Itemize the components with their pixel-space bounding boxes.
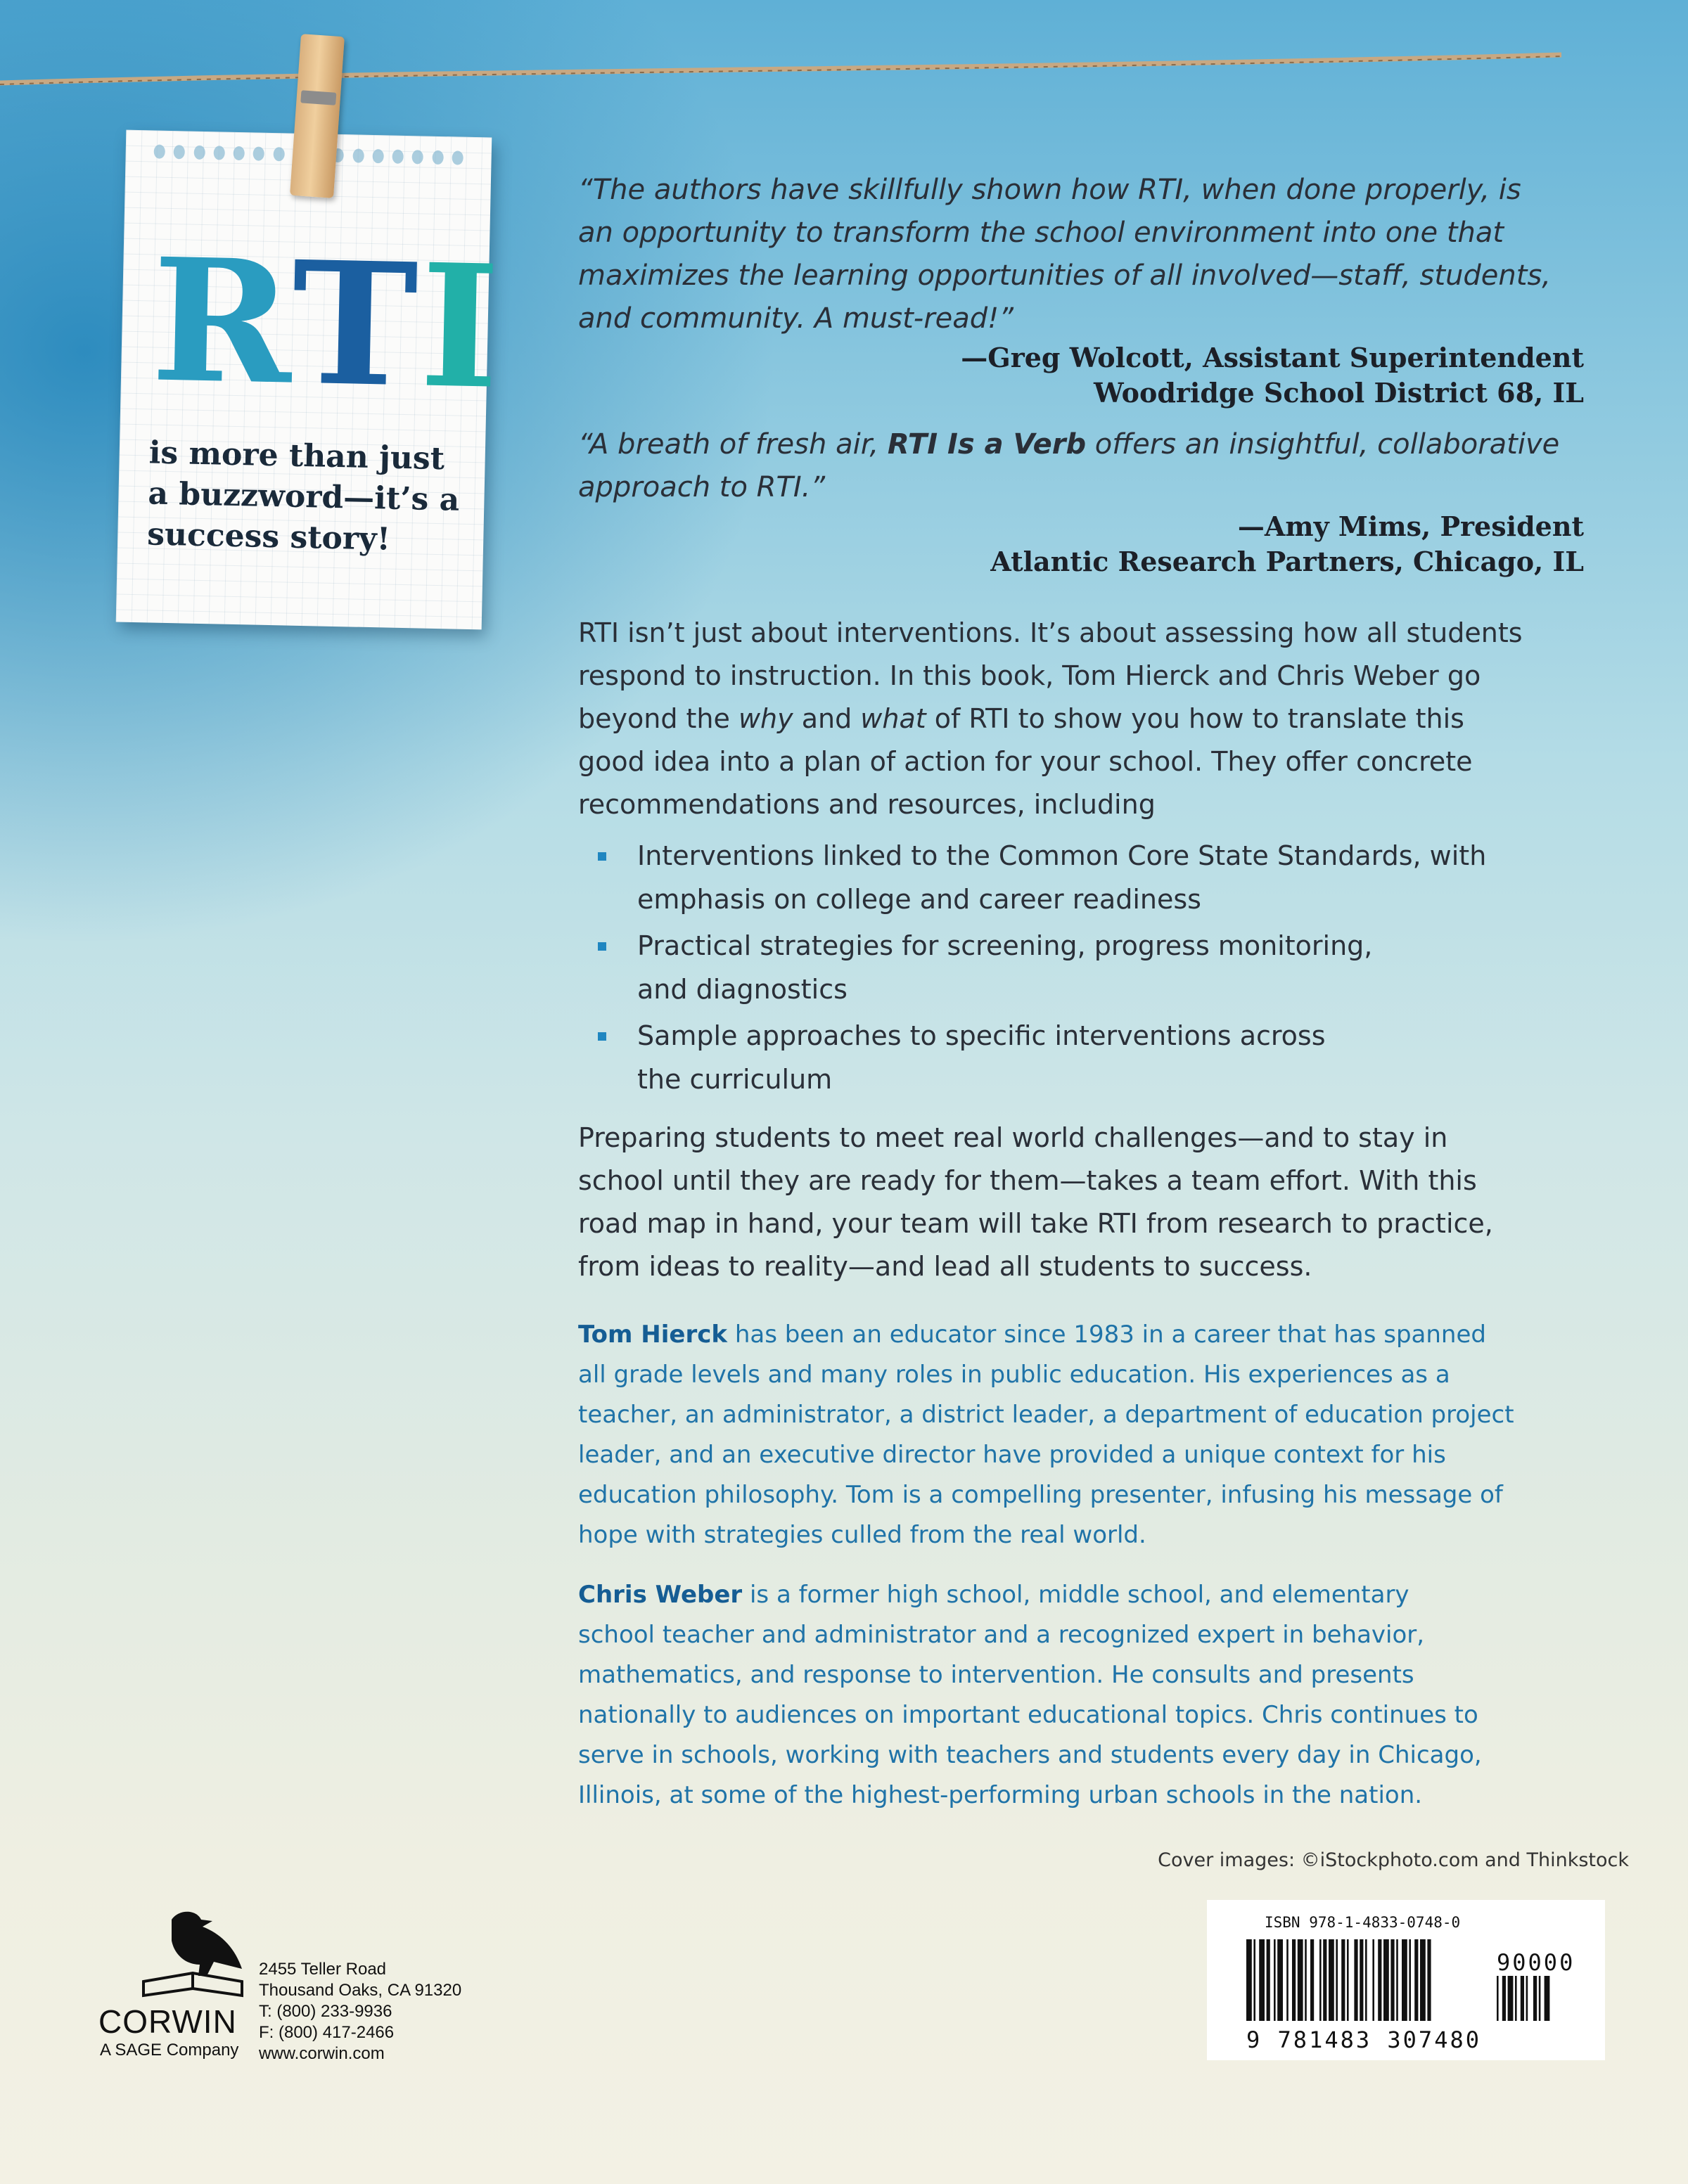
barcode-bar xyxy=(1414,1939,1418,2021)
bullet-line: and diagnostics xyxy=(637,974,848,1005)
author-bio-chris-weber xyxy=(578,1575,1584,1816)
barcode-bar xyxy=(1286,1939,1289,2021)
barcode-bar xyxy=(1336,1939,1338,2021)
text-line: school until they are ready for them—takes a team effort. With this xyxy=(578,1165,1477,1196)
barcode-bar xyxy=(1267,1939,1270,2021)
barcode-bar xyxy=(1360,1939,1363,2021)
tagline-line: a buzzword—it’s a xyxy=(148,475,460,518)
author-name: Chris Weber xyxy=(578,1581,743,1609)
text-fragment: and xyxy=(793,703,861,734)
barcode-bar xyxy=(1515,1976,1517,2021)
publisher-block xyxy=(96,1906,518,2067)
text-line xyxy=(578,1315,1584,1355)
text-fragment: is a former high school, middle school, and elementary xyxy=(742,1581,1409,1609)
barcode-bar xyxy=(1365,1939,1367,2021)
text-line: recommendations and resources, including xyxy=(578,789,1156,820)
text-line: hope with strategies culled from the real world. xyxy=(578,1521,1146,1549)
quote-attribution xyxy=(578,509,1584,579)
barcode-bar xyxy=(1502,1976,1506,2021)
text-line: leader, and an executive director have provided a unique context for his xyxy=(578,1441,1446,1469)
cover-image-credit: Cover images: ©iStockphoto.com and Thinkstock xyxy=(1158,1849,1629,1871)
text-fragment: has been an educator since 1983 in a career that has spanned xyxy=(727,1321,1486,1349)
barcode-bar xyxy=(1274,1939,1276,2021)
quote-line: approach to RTI.” xyxy=(578,471,826,503)
raven-book-icon xyxy=(129,1906,256,2004)
barcode-bar xyxy=(1427,1939,1431,2021)
text-line: good idea into a plan of action for your school. They offer concrete xyxy=(578,746,1473,777)
address-line: 2455 Teller Road xyxy=(259,1960,387,1979)
address-line: T: (800) 233-9936 xyxy=(259,2002,392,2021)
text-line xyxy=(578,698,1584,740)
closing-paragraph xyxy=(578,1117,1584,1288)
list-item xyxy=(578,834,1584,921)
resource-bullet-list xyxy=(578,834,1584,1104)
bullet-line: Practical strategies for screening, progress monitoring, xyxy=(637,930,1373,961)
barcode-bar xyxy=(1390,1939,1394,2021)
text-line: from ideas to reality—and lead all students to success. xyxy=(578,1251,1312,1282)
quote-line: maximizes the learning opportunities of all involved—staff, students, xyxy=(578,259,1552,292)
emphasis-why: why xyxy=(738,703,793,734)
barcode-bar xyxy=(1402,1939,1407,2021)
clothesline-rope xyxy=(0,49,1688,91)
barcode-bar xyxy=(1533,1976,1537,2021)
tagline-line: success story! xyxy=(146,516,391,558)
address-line: Thousand Oaks, CA 91320 xyxy=(259,1981,462,2000)
barcode-bar xyxy=(1319,1939,1322,2021)
price-code: 90000 xyxy=(1497,1949,1575,1976)
author-name: Tom Hierck xyxy=(578,1321,728,1349)
rti-letter-i: I xyxy=(418,226,504,427)
barcode-bar xyxy=(1305,1939,1307,2021)
emphasis-what: what xyxy=(860,703,926,734)
text-line: teacher, an administrator, a district leader, a department of education project xyxy=(578,1401,1514,1429)
quote-attribution xyxy=(578,340,1584,411)
barcode-bar xyxy=(1521,1976,1524,2021)
barcode-bar xyxy=(1396,1939,1398,2021)
attribution-line: —Amy Mims, President xyxy=(1237,510,1584,542)
quote-fragment: offers an insightful, collaborative xyxy=(1086,428,1560,461)
bullet-line: emphasis on college and career readiness xyxy=(637,884,1201,915)
list-item xyxy=(578,924,1584,1011)
barcode-bar xyxy=(1277,1939,1283,2021)
barcode-bar xyxy=(1292,1939,1296,2021)
barcode-bar xyxy=(1246,1939,1252,2021)
barcode-bar xyxy=(1409,1939,1411,2021)
text-fragment: beyond the xyxy=(578,703,738,734)
quote-line: an opportunity to transform the school environment into one that xyxy=(578,217,1504,249)
text-line: nationally to audiences on important educational topics. Chris continues to xyxy=(578,1701,1478,1729)
text-line: RTI isn’t just about interventions. It’s about assessing how all students xyxy=(578,617,1523,648)
barcode-bar xyxy=(1378,1939,1381,2021)
text-line: all grade levels and many roles in public education. His experiences as a xyxy=(578,1361,1450,1389)
tagline-line: is more than just xyxy=(148,435,445,477)
barcode-bar xyxy=(1259,1939,1265,2021)
quote-line: and community. A must-read!” xyxy=(578,302,1014,335)
author-bio-tom-hierck xyxy=(578,1315,1584,1555)
quote-line: “The authors have skillfully shown how RTI, when done properly, is xyxy=(578,174,1521,206)
barcode-bar xyxy=(1354,1939,1357,2021)
barcode-bar xyxy=(1298,1939,1303,2021)
bullet-line: Sample approaches to specific interventions across xyxy=(637,1020,1326,1051)
address-line: F: (800) 417-2466 xyxy=(259,2023,395,2042)
text-line: serve in schools, working with teachers and students every day in Chicago, xyxy=(578,1741,1482,1769)
barcode-bar xyxy=(1526,1976,1528,2021)
text-line: respond to instruction. In this book, Tom Hierck and Chris Weber go xyxy=(578,660,1481,691)
note-tagline xyxy=(147,432,473,562)
book-title: RTI Is a Verb xyxy=(887,428,1087,461)
endorsement-quote-1 xyxy=(578,169,1584,411)
list-item xyxy=(578,1014,1584,1101)
barcode-bar xyxy=(1539,1976,1541,2021)
barcode-bar xyxy=(1341,1939,1345,2021)
barcode-bar xyxy=(1383,1939,1389,2021)
text-line xyxy=(578,1575,1584,1615)
bullet-line: the curriculum xyxy=(637,1064,833,1095)
barcode-digits: 9 781483 307480 xyxy=(1246,2026,1481,2053)
barcode-bar xyxy=(1420,1939,1426,2021)
text-line: Illinois, at some of the highest-performing urban schools in the nation. xyxy=(578,1781,1423,1809)
text-fragment: of RTI to show you how to translate this xyxy=(926,703,1464,734)
publisher-address xyxy=(259,1959,461,2064)
isbn-barcode xyxy=(1207,1900,1605,2060)
barcode-bar xyxy=(1310,1939,1314,2021)
text-line: school teacher and administrator and a recognized expert in behavior, xyxy=(578,1621,1425,1649)
barcode-bar xyxy=(1497,1976,1499,2021)
text-line: mathematics, and response to intervention. He consults and presents xyxy=(578,1661,1414,1689)
publisher-name: CORWIN xyxy=(98,2003,237,2040)
attribution-line: —Greg Wolcott, Assistant Superintendent xyxy=(961,342,1584,373)
barcode-bar xyxy=(1508,1976,1514,2021)
quote-line xyxy=(578,423,1584,466)
bullet-line: Interventions linked to the Common Core State Standards, with xyxy=(637,840,1487,871)
rti-note-card xyxy=(116,130,504,630)
attribution-line: Atlantic Research Partners, Chicago, IL xyxy=(990,546,1584,577)
isbn-text: ISBN 978-1-4833-0748-0 xyxy=(1265,1914,1461,1931)
text-line: Preparing students to meet real world challenges—and to stay in xyxy=(578,1122,1448,1153)
quote-text xyxy=(578,423,1584,509)
barcode-bar xyxy=(1372,1939,1374,2021)
barcode-bar xyxy=(1545,1976,1550,2021)
address-line: www.corwin.com xyxy=(259,2044,385,2063)
endorsement-quote-2 xyxy=(578,423,1584,579)
barcode-bar xyxy=(1323,1939,1326,2021)
rti-logo xyxy=(149,221,504,427)
attribution-line: Woodridge School District 68, IL xyxy=(1094,377,1584,409)
barcode-bar xyxy=(1347,1939,1349,2021)
rti-letter-t: T xyxy=(289,224,423,425)
rti-letter-r: R xyxy=(149,221,294,423)
quote-text xyxy=(578,169,1584,340)
text-line: education philosophy. Tom is a compelling presenter, infusing his message of xyxy=(578,1481,1503,1509)
barcode-bar xyxy=(1329,1939,1334,2021)
quote-fragment: “A breath of fresh air, xyxy=(578,428,888,461)
publisher-tagline: A SAGE Company xyxy=(100,2041,239,2060)
barcode-bar xyxy=(1253,1939,1255,2021)
text-line: road map in hand, your team will take RTI from research to practice, xyxy=(578,1208,1493,1239)
intro-paragraph xyxy=(578,612,1584,826)
